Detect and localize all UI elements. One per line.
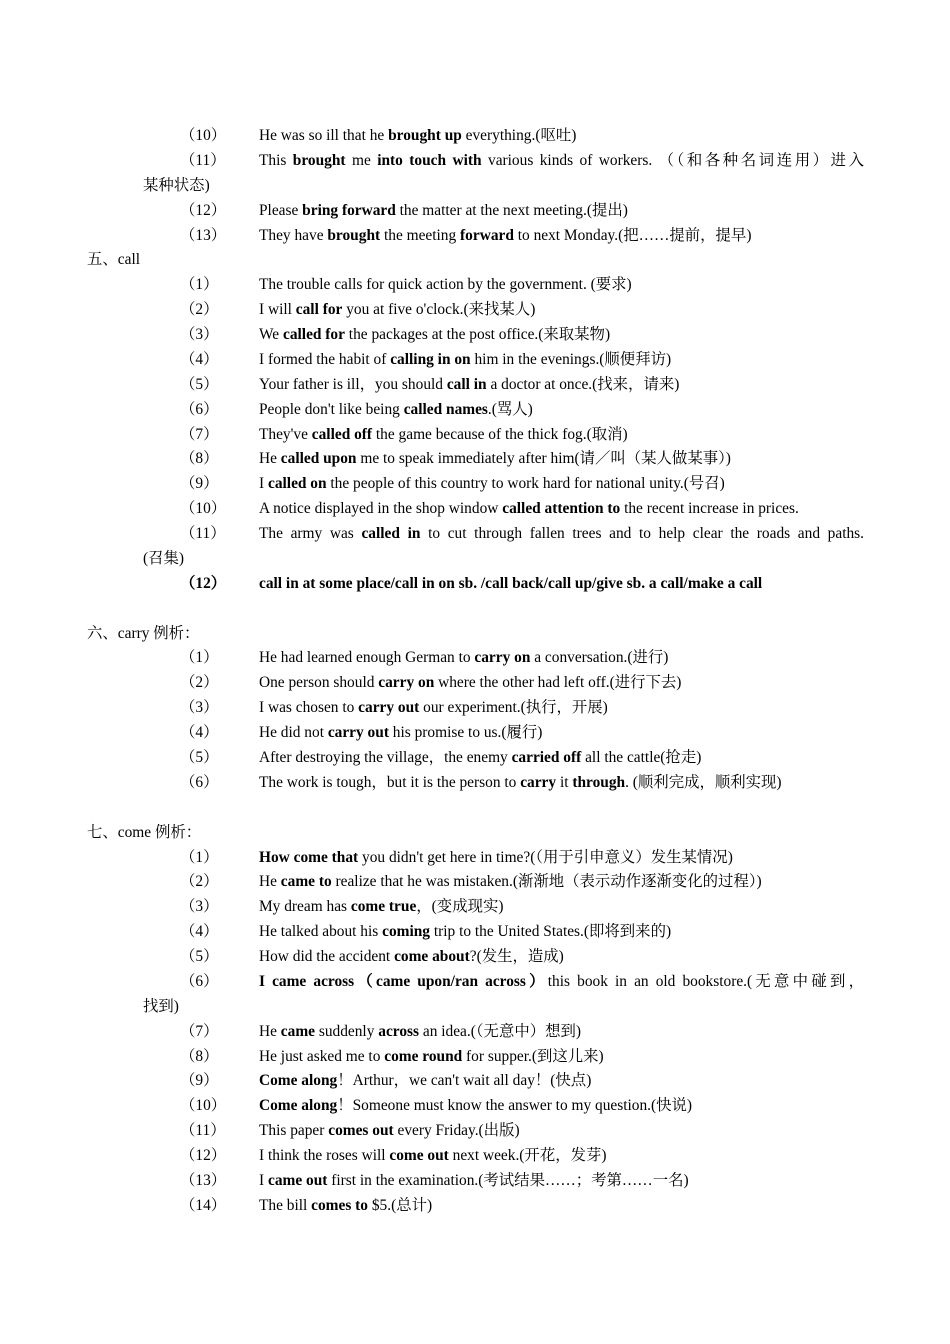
phrase-bold: come out: [389, 1147, 449, 1165]
phrase-text: After destroying the village，the enemy: [259, 749, 512, 766]
phrase-text: me to speak immediately after him(请／叫（某人做某事）): [356, 450, 731, 468]
item-text: [259, 1071, 591, 1091]
item-continuation: (召集): [143, 549, 185, 567]
item-text: [259, 922, 671, 942]
item-number: （4）: [180, 350, 219, 368]
phrase-text: our experiment.(执行，开展): [419, 699, 608, 717]
phrase-text: a doctor at once.(找来，请来): [486, 375, 680, 393]
phrase-bold: carry: [520, 773, 557, 791]
item-number: （11）: [180, 525, 226, 543]
item-text: [259, 375, 679, 395]
phrase-bold: call for: [295, 301, 343, 319]
item-number: （10）: [180, 500, 227, 518]
item-number: （2）: [180, 674, 219, 692]
phrase-text: The bill: [259, 1196, 312, 1214]
phrase-bold: through: [572, 773, 626, 791]
item-text: [259, 226, 751, 246]
phrase-text: They have: [259, 226, 328, 244]
phrase-text: A notice displayed in the shop window: [259, 500, 503, 518]
item-number: （1）: [180, 276, 219, 294]
phrase-text: He: [259, 873, 281, 891]
phrase-text: I: [259, 1171, 268, 1189]
item-text: [259, 1096, 692, 1116]
item-text: [259, 574, 762, 594]
phrase-text: Please: [259, 201, 303, 219]
phrase-bold: carry out: [358, 699, 420, 717]
phrase-text: to cut through fallen trees and to help clear the roads and paths.: [420, 525, 865, 543]
phrase-text: I was chosen to: [259, 699, 359, 717]
phrase-text: The trouble calls for quick action by the government. (要求): [259, 276, 632, 294]
item-text: [259, 1146, 607, 1166]
item-text: [259, 897, 504, 917]
phrase-bold: carry out: [327, 724, 389, 742]
phrase-bold: calling in on: [390, 350, 471, 368]
item-text: [259, 499, 799, 519]
phrase-text: him in the evenings.(顺便拜访): [470, 350, 672, 368]
phrase-bold: called names: [403, 400, 488, 418]
item-number: （12）: [180, 574, 227, 592]
phrase-text: realize that he was mistaken.(渐渐地（表示动作逐渐变化的过程）): [331, 873, 762, 891]
phrase-text: ，(变成现实): [416, 898, 504, 916]
phrase-bold: came: [280, 1022, 315, 1040]
item-number: （6）: [180, 972, 219, 990]
phrase-text: He did not: [259, 724, 328, 742]
item-text: [259, 126, 576, 146]
phrase-bold: brought: [327, 226, 381, 244]
phrase-text: My dream has: [259, 898, 351, 916]
phrase-bold: called in: [361, 525, 421, 543]
item-text: [259, 1121, 520, 1141]
item-text: [259, 350, 671, 370]
phrase-text: the packages at the post office.(来取某物): [344, 326, 611, 344]
item-number: （4）: [180, 724, 219, 742]
item-number: （1）: [180, 848, 219, 866]
phrase-bold: call in: [446, 375, 487, 393]
phrase-text: . (顺利完成，顺利实现): [625, 773, 782, 791]
phrase-bold: call in at some place/call in on sb. /call back/call up/give sb. a call/make a call: [259, 574, 763, 592]
phrase-bold: I came across（came upon/ran across）: [259, 972, 548, 990]
phrase-text: ！Someone must know the answer to my question.(快说): [337, 1097, 693, 1115]
phrase-text: everything.(呕吐): [461, 127, 577, 144]
item-number: （7）: [180, 1022, 219, 1040]
phrase-bold: called upon: [280, 450, 357, 468]
phrase-bold: come true: [350, 898, 417, 916]
item-number: （6）: [180, 773, 219, 791]
item-text: [259, 524, 864, 544]
phrase-bold: come about: [394, 948, 470, 966]
phrase-text: it: [556, 773, 573, 791]
phrase-bold: brought: [292, 151, 346, 169]
item-text: [259, 449, 731, 469]
phrase-text: every Friday.(出版): [393, 1122, 520, 1140]
phrase-text: this book in an old bookstore.(无意中碰到，: [547, 972, 864, 990]
phrase-text: ！Arthur，we can't wait all day！(快点): [337, 1072, 592, 1090]
item-number: （7）: [180, 425, 219, 443]
item-number: （8）: [180, 450, 219, 468]
item-number: （12）: [180, 1147, 227, 1165]
item-number: （9）: [180, 475, 219, 493]
item-text: [259, 1196, 432, 1216]
phrase-text: all the cattle(抢走): [581, 749, 702, 766]
item-text: [259, 275, 632, 295]
phrase-text: for supper.(到这儿来): [462, 1047, 604, 1065]
section-heading: 六、carry 例析：: [87, 624, 200, 642]
item-number: （3）: [180, 699, 219, 717]
item-number: （11）: [180, 151, 226, 169]
phrase-text: the game because of the thick fog.(取消): [372, 425, 628, 443]
phrase-text: you didn't get here in time?(（用于引申意义）发生某情况): [358, 848, 733, 866]
item-text: [259, 425, 628, 445]
phrase-bold: brought up: [388, 127, 462, 144]
phrase-bold: How come that: [259, 848, 359, 866]
phrase-text: He: [259, 450, 281, 468]
phrase-text: He was so ill that he: [259, 127, 389, 144]
item-number: （3）: [180, 326, 219, 344]
phrase-text: They've: [259, 425, 312, 443]
phrase-text: He talked about his: [259, 923, 383, 941]
phrase-bold: called attention to: [502, 500, 621, 518]
phrase-text: Your father is ill，you should: [259, 375, 447, 393]
phrase-text: This paper: [259, 1122, 329, 1140]
item-number: （2）: [180, 301, 219, 319]
phrase-bold: carry on: [378, 674, 435, 692]
phrase-text: I will: [259, 301, 296, 319]
item-text: [259, 972, 864, 992]
item-text: [259, 723, 542, 743]
phrase-bold: bring forward: [302, 201, 396, 219]
phrase-text: suddenly: [314, 1022, 379, 1040]
item-number: （10）: [180, 1097, 227, 1115]
phrase-text: We: [259, 326, 283, 344]
item-number: （8）: [180, 1047, 219, 1065]
phrase-text: first in the examination.(考试结果……；考第……一名): [327, 1171, 689, 1189]
item-text: [259, 673, 681, 693]
phrase-text: various kinds of workers. （（和各种名词连用）进入: [481, 151, 864, 169]
item-text: [259, 848, 733, 868]
item-number: （10）: [180, 127, 227, 144]
item-number: （11）: [180, 1122, 226, 1140]
phrase-text: next week.(开花，发芽): [448, 1147, 607, 1165]
item-text: [259, 1047, 604, 1067]
phrase-text: his promise to us.(履行): [388, 724, 543, 742]
phrase-text: How did the accident: [259, 948, 395, 966]
phrase-text: me: [345, 151, 378, 169]
item-text: [259, 648, 668, 668]
phrase-bold: came to: [280, 873, 332, 891]
item-continuation: 找到): [143, 997, 179, 1015]
phrase-text: to next Monday.(把……提前，提早): [513, 226, 752, 244]
item-number: （13）: [180, 1171, 227, 1189]
item-text: [259, 947, 564, 967]
phrase-bold: comes to: [311, 1196, 368, 1214]
item-text: [259, 474, 725, 494]
phrase-text: The work is tough，but it is the person to: [259, 773, 521, 791]
phrase-text: He: [259, 1022, 281, 1040]
item-number: （3）: [180, 898, 219, 916]
item-number: （12）: [180, 201, 227, 219]
phrase-text: ?(发生，造成): [469, 948, 564, 966]
phrase-text: the meeting: [380, 226, 461, 244]
item-text: [259, 773, 782, 793]
phrase-text: an idea.(（无意中）想到): [419, 1022, 582, 1040]
phrase-bold: across: [378, 1022, 420, 1040]
phrase-bold: forward: [460, 226, 514, 244]
phrase-text: One person should: [259, 674, 379, 692]
phrase-bold: called on: [267, 475, 327, 493]
item-text: [259, 325, 610, 345]
phrase-text: a conversation.(进行): [530, 649, 669, 667]
item-text: [259, 201, 628, 221]
item-text: [259, 300, 535, 320]
phrase-text: He just asked me to: [259, 1047, 385, 1065]
phrase-bold: carried off: [511, 749, 582, 766]
phrase-text: you at five o'clock.(来找某人): [342, 301, 536, 319]
item-number: （14）: [180, 1196, 227, 1214]
item-text: [259, 698, 608, 718]
item-text: [259, 151, 864, 171]
section-heading: 五、call: [87, 251, 140, 269]
phrase-bold: came out: [267, 1171, 328, 1189]
phrase-bold: Come along: [259, 1097, 338, 1115]
phrase-text: $5.(总计): [368, 1196, 433, 1214]
phrase-text: The army was: [259, 525, 362, 543]
item-text: [259, 1022, 581, 1042]
item-number: （6）: [180, 400, 219, 418]
phrase-bold: called off: [311, 425, 373, 443]
phrase-bold: into touch with: [377, 151, 482, 169]
item-number: （1）: [180, 649, 219, 667]
item-text: [259, 872, 762, 892]
phrase-text: where the other had left off.(进行下去): [434, 674, 682, 692]
phrase-text: I formed the habit of: [259, 350, 391, 368]
phrase-text: the matter at the next meeting.(提出): [395, 201, 628, 219]
item-number: （9）: [180, 1072, 219, 1090]
phrase-bold: come round: [384, 1047, 463, 1065]
phrase-text: the people of this country to work hard for national unity.(号召): [326, 475, 725, 493]
phrase-bold: called for: [282, 326, 345, 344]
item-number: （4）: [180, 923, 219, 941]
phrase-text: People don't like being: [259, 400, 404, 418]
item-text: [259, 748, 701, 768]
phrase-bold: comes out: [328, 1122, 394, 1140]
item-number: （5）: [180, 749, 219, 766]
item-number: （2）: [180, 873, 219, 891]
phrase-bold: Come along: [259, 1072, 338, 1090]
phrase-text: I think the roses will: [259, 1147, 390, 1165]
phrase-text: .(骂人): [487, 400, 533, 418]
item-number: （13）: [180, 226, 227, 244]
phrase-bold: coming: [382, 923, 430, 941]
section-heading: 七、come 例析：: [87, 823, 202, 841]
phrase-text: trip to the United States.(即将到来的): [430, 923, 672, 941]
item-number: （5）: [180, 948, 219, 966]
item-text: [259, 1171, 689, 1191]
item-continuation: 某种状态): [143, 176, 210, 194]
phrase-text: I: [259, 475, 268, 493]
phrase-text: the recent increase in prices.: [620, 500, 799, 518]
phrase-text: He had learned enough German to: [259, 649, 475, 667]
phrase-bold: carry on: [474, 649, 531, 667]
phrase-text: This: [259, 151, 293, 169]
item-number: （5）: [180, 375, 219, 393]
item-text: [259, 400, 533, 420]
